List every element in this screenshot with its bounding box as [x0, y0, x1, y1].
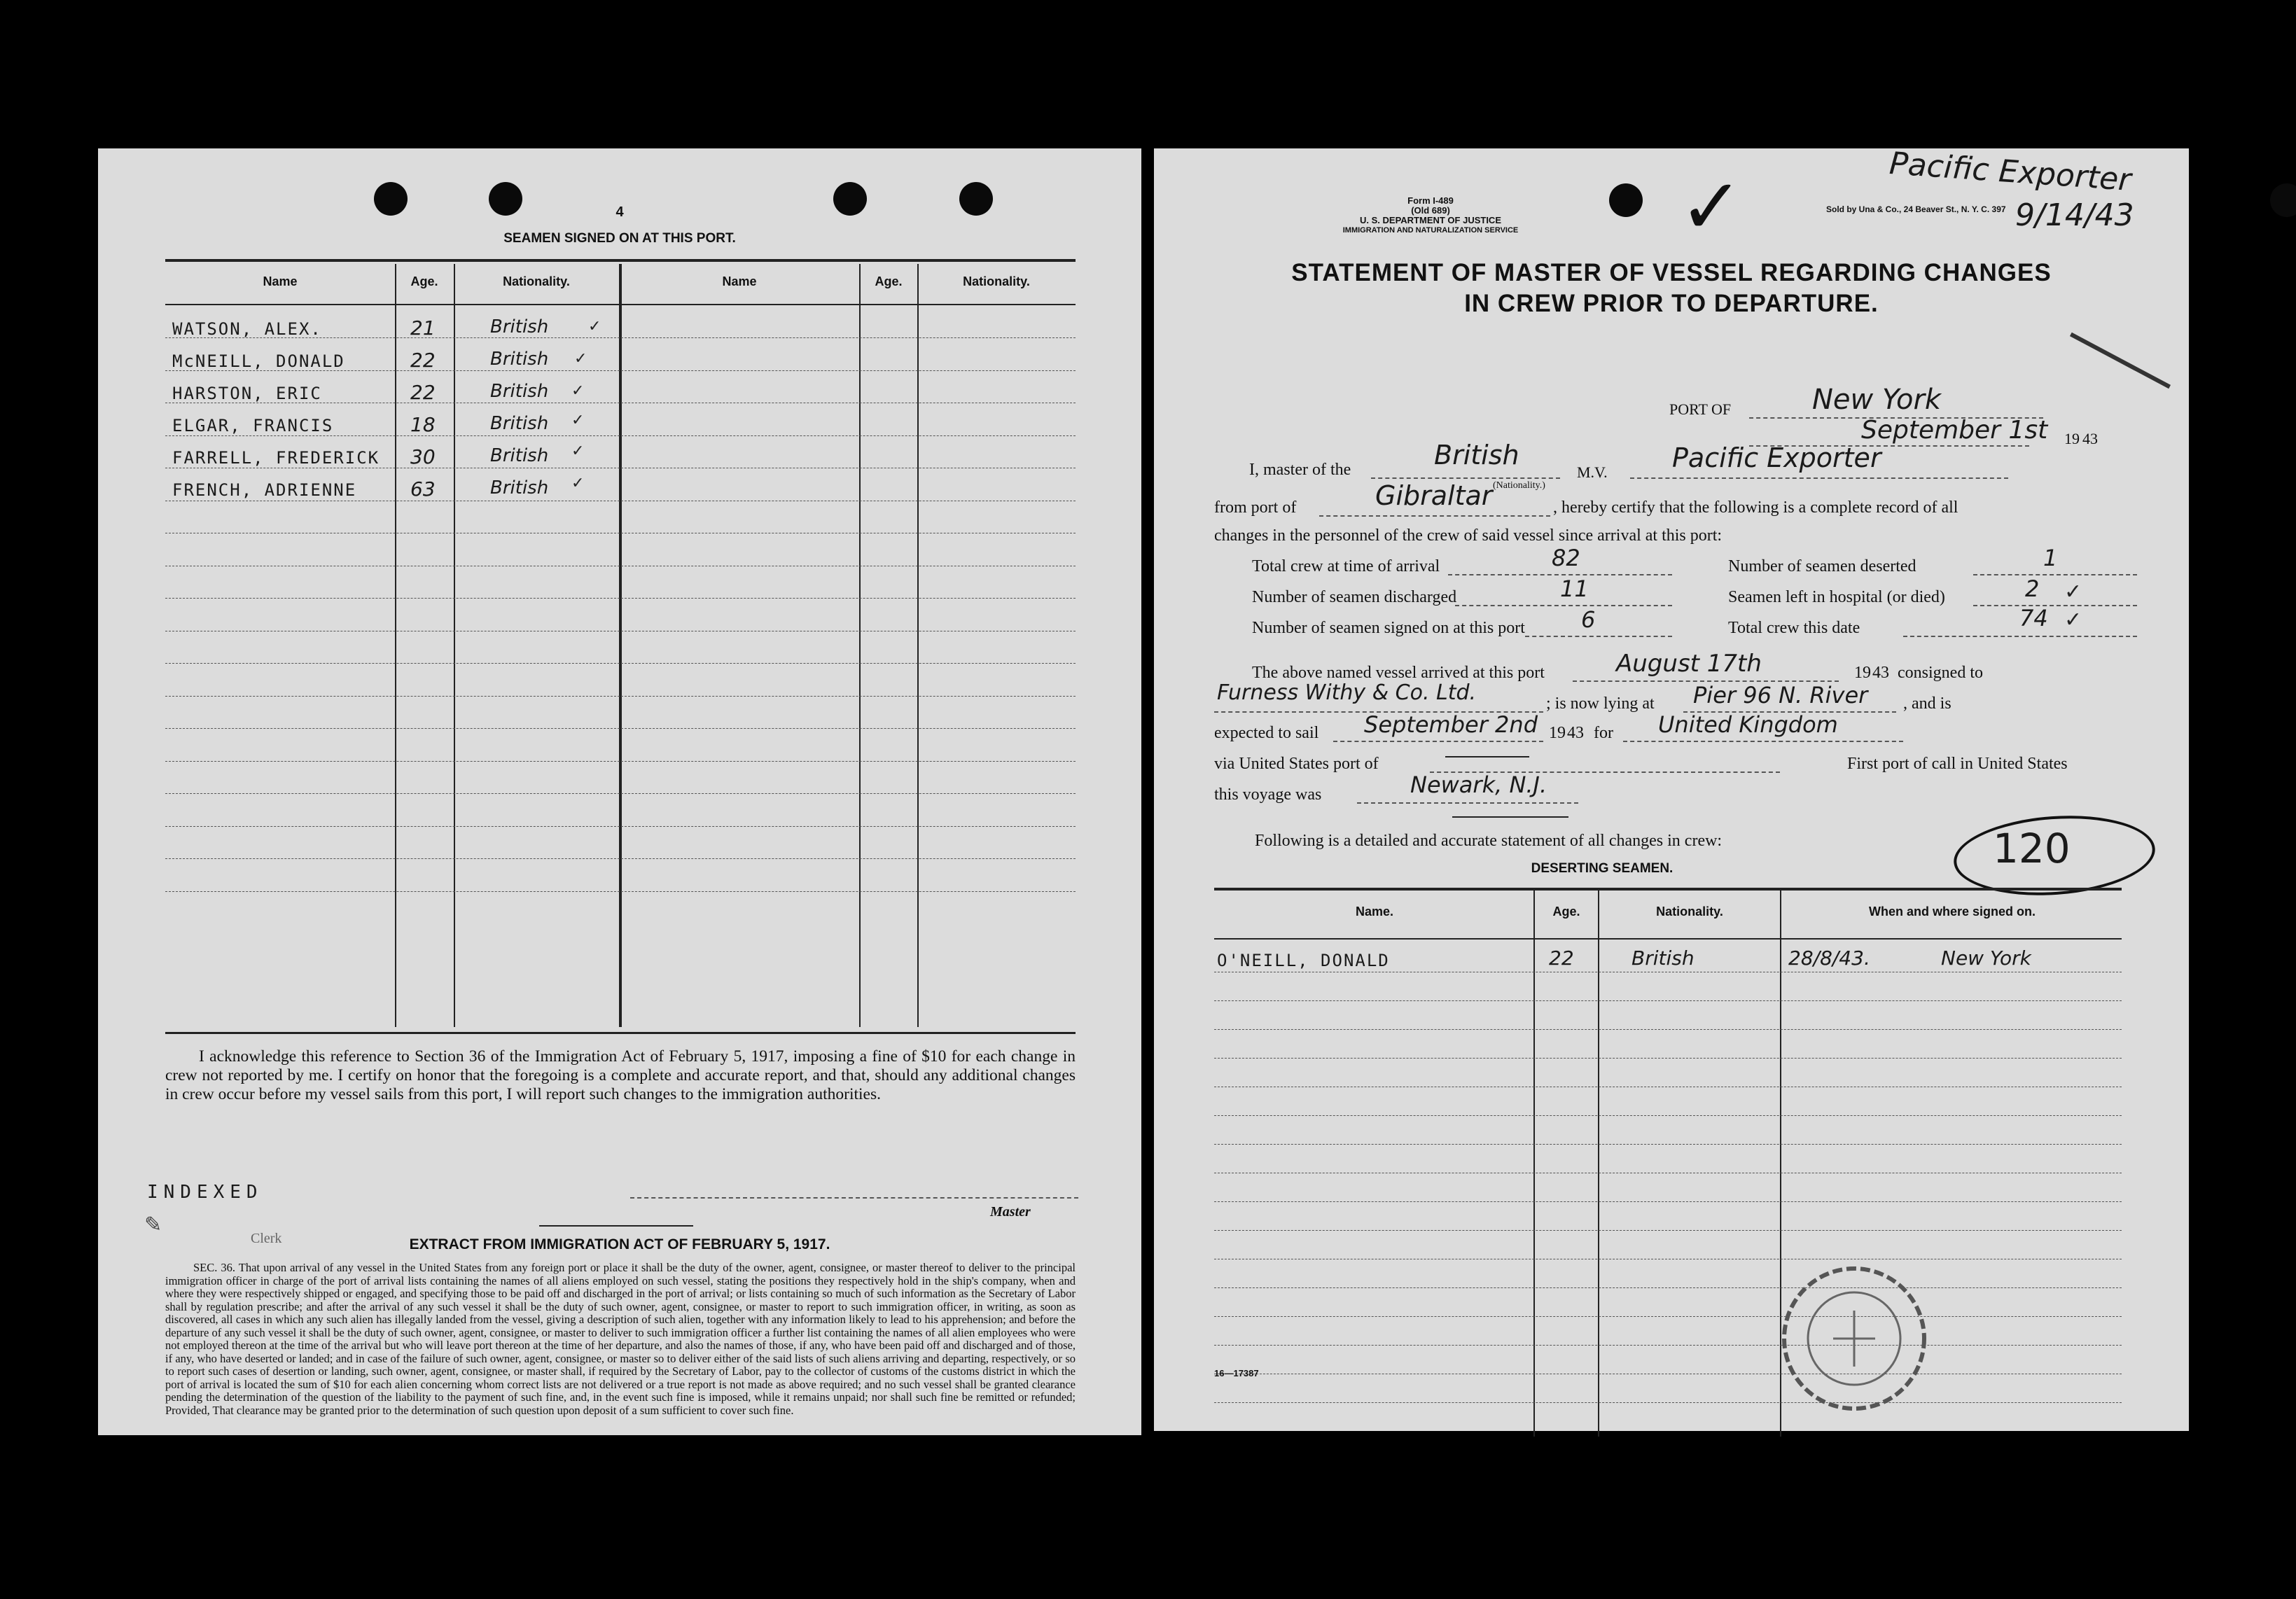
consigned-label: consigned to	[1898, 664, 1983, 682]
sail-year-prefix: 19	[1549, 724, 1566, 742]
row-line	[1214, 1000, 2122, 1001]
handwritten-vessel-name: Pacific Exporter	[1888, 146, 2133, 198]
from-port-value: Gibraltar	[1375, 480, 1493, 511]
arrived-year: 43	[1872, 664, 1889, 682]
deserted-value: 1	[2043, 545, 2058, 571]
row-line	[165, 858, 1076, 859]
sail-line	[1333, 741, 1543, 742]
for-value: United Kingdom	[1658, 711, 1838, 738]
department-name: U. S. DEPARTMENT OF JUSTICE	[1360, 215, 1501, 225]
following-label: Following is a detailed and accurate statement of all changes in crew:	[1255, 832, 1723, 850]
underline-mark	[1452, 816, 1568, 818]
discharged-value: 11	[1560, 575, 1589, 602]
page-number: 4	[615, 204, 624, 220]
column-divider	[1533, 891, 1535, 1437]
underline-mark	[1445, 756, 1529, 757]
seaman-age: 21	[410, 316, 436, 340]
title-line-2: IN CREW PRIOR TO DEPARTURE.	[1464, 290, 1879, 317]
total-arrival-value: 82	[1552, 545, 1580, 571]
extract-title: EXTRACT FROM IMMIGRATION ACT OF FEBRUARY 5, 1917.	[409, 1236, 830, 1252]
hospital-value: 2	[2025, 575, 2040, 602]
punch-hole	[1609, 183, 1643, 217]
discharged-label: Number of seamen discharged	[1252, 588, 1457, 606]
seaman-nationality: British	[490, 477, 549, 498]
row-line	[165, 793, 1076, 794]
signed-on-label: Number of seamen signed on at this port	[1252, 619, 1525, 637]
stat-line	[1525, 636, 1672, 637]
footer-code: 16—17387	[1214, 1368, 1259, 1378]
row-line	[165, 598, 1076, 599]
certify-text: , hereby certify that the following is a complete record of all	[1553, 498, 1958, 517]
seaman-age: 30	[410, 445, 436, 468]
consignee-value: Furness Withy & Co. Ltd.	[1217, 680, 1477, 705]
from-port-line	[1319, 515, 1550, 517]
for-label: for	[1594, 724, 1613, 742]
row-line	[165, 696, 1076, 697]
column-header: Nationality.	[503, 274, 570, 288]
lying-label: ; is now lying at	[1546, 694, 1655, 713]
master-label: Master	[990, 1204, 1031, 1220]
acknowledgement-text: I acknowledge this reference to Section 36 of the Immigration Act of February 5, 1917, imposing a fine of $10 for each change in crew not reported by me. I certify on honor that the foregoing is a complete and accurate report, and that, should any additional changes in crew occur before my vessel sails from this port, I will report such changes to the immigration authorities.	[165, 1047, 1076, 1103]
seaman-nationality: British	[490, 381, 549, 402]
clerk-initials-icon: ✎	[144, 1213, 162, 1237]
row-line	[1214, 1201, 2122, 1202]
row-line	[165, 826, 1076, 827]
stat-line	[1973, 574, 2137, 575]
document-title	[1154, 258, 2189, 319]
seaman-nationality: British	[490, 445, 549, 466]
left-page	[98, 148, 1141, 1435]
stat-line	[1455, 605, 1672, 606]
voyage-label: this voyage was	[1214, 785, 1322, 804]
column-header: Name	[263, 274, 298, 288]
master-of-label: I, master of the	[1249, 461, 1351, 479]
nationality-value: British	[1434, 440, 1519, 470]
port-value: New York	[1812, 384, 1942, 416]
check-mark-icon: ✓	[2064, 608, 2082, 632]
sail-value: September 2nd	[1364, 711, 1538, 738]
row-line	[1214, 1144, 2122, 1145]
seaman-nationality: British	[490, 413, 549, 434]
column-divider	[1598, 891, 1599, 1437]
arrived-label: The above named vessel arrived at this port	[1252, 664, 1545, 682]
lying-value: Pier 96 N. River	[1693, 682, 1868, 708]
circled-number: 120	[1993, 825, 2071, 872]
first-call-label: First port of call in United States	[1847, 755, 2068, 773]
vessel-line	[1630, 477, 2008, 479]
pen-stroke-icon	[2070, 333, 2171, 389]
check-mark-icon: ✓	[588, 318, 601, 335]
check-mark-icon: ✓	[571, 475, 585, 492]
stat-line	[1973, 605, 2137, 606]
handwritten-date: 9/14/43	[2015, 197, 2134, 233]
nationality-label: (Nationality.)	[1493, 480, 1545, 491]
row-line	[1214, 1230, 2122, 1231]
column-header: Name	[722, 274, 757, 288]
check-mark-icon: ✓	[1679, 162, 1744, 251]
and-is-label: , and is	[1903, 694, 1951, 713]
arrived-year-prefix: 19	[1854, 664, 1871, 682]
vessel-prefix: M.V.	[1577, 463, 1608, 481]
total-date-label: Total crew this date	[1728, 619, 1860, 637]
deserted-label: Number of seamen deserted	[1728, 557, 1916, 575]
row-line	[1214, 1029, 2122, 1030]
voyage-value: Newark, N.J.	[1410, 771, 1547, 798]
voyage-line	[1357, 802, 1578, 804]
year-value: 43	[2082, 430, 2098, 447]
row-line	[1214, 1345, 2122, 1346]
divider	[539, 1225, 693, 1227]
seaman-age: 18	[410, 413, 436, 436]
seaman-name: ELGAR, FRANCIS	[172, 416, 334, 435]
column-header: Nationality.	[1656, 905, 1723, 919]
seller-note: Sold by Una & Co., 24 Beaver St., N. Y. C. 397	[1826, 204, 2006, 214]
seaman-name: McNEILL, DONALD	[172, 351, 345, 371]
seaman-name: FARRELL, FREDERICK	[172, 448, 380, 468]
check-mark-icon: ✓	[571, 412, 585, 429]
from-port-label: from port of	[1214, 498, 1297, 517]
column-header: When and where signed on.	[1868, 905, 2036, 919]
form-header	[1315, 196, 1546, 235]
deserter-name: O'NEILL, DONALD	[1217, 951, 1390, 970]
column-divider	[859, 264, 861, 1027]
deserter-signed-date: 28/8/43.	[1788, 947, 1870, 970]
row-line	[1214, 1058, 2122, 1059]
row-line	[165, 761, 1076, 762]
port-label: PORT OF	[1669, 400, 1732, 418]
check-mark-icon: ✓	[571, 382, 585, 400]
row-line	[165, 891, 1076, 892]
punch-hole	[2270, 183, 2296, 217]
seaman-name: HARSTON, ERIC	[172, 384, 322, 403]
nationality-line	[1371, 477, 1560, 479]
deserter-signed-place: New York	[1941, 947, 2031, 970]
column-header: Age.	[1552, 905, 1580, 919]
date-value: September 1st	[1861, 416, 2048, 445]
column-divider	[917, 264, 919, 1027]
row-line	[1214, 1402, 2122, 1403]
row-line	[1214, 1287, 2122, 1288]
table-bottom-rule	[165, 1032, 1076, 1034]
seaman-name: FRENCH, ADRIENNE	[172, 480, 357, 500]
stat-line	[1903, 636, 2137, 637]
via-label: via United States port of	[1214, 755, 1379, 773]
seaman-nationality: British	[490, 349, 549, 370]
seaman-age: 63	[410, 477, 436, 501]
for-line	[1623, 741, 1903, 742]
column-divider	[395, 264, 396, 1027]
deserter-nationality: British	[1631, 947, 1695, 970]
sail-label: expected to sail	[1214, 724, 1319, 742]
row-line	[165, 728, 1076, 729]
check-mark-icon: ✓	[574, 350, 587, 368]
seaman-nationality: British	[490, 316, 549, 337]
table-header-rule	[1214, 938, 2122, 940]
deserting-title: DESERTING SEAMEN.	[1531, 861, 1674, 876]
form-old-number: (Old 689)	[1411, 205, 1450, 216]
extract-text: SEC. 36. That upon arrival of any vessel in the United States from any foreign port or place it shall be the duty of the owner, agent, consignee, or master thereof to deliver to the principal immigration officer in charge of the port of arrival lists containing the names of all aliens employed on such vessel, stating the positions they respectively hold in the ship's company, when and where they were respectively shipped or engaged, and specifying those to be paid off and discharged in the port of arrival; or lists containing so much of such information as the Secretary of Labor shall by regulation prescribe; and after the arrival of any such vessel it shall be the duty of such owner, agent, consignee, or master to report to such immigration officer, in writing, as soon as discovered, all cases in which any such alien has illegally landed from the vessel, giving a description of such alien, together with any information likely to lead to his apprehension; and before the departure of any such vessel it shall be the duty of such owner, agent, consignee, or master to deliver to such immigration officer a further list containing the names of all alien employees who were not employed thereon at the time of the arrival but who will leave port thereon at the time of her departure, and also the names of those, if any, who have been paid off and discharged and of those, if any, who have deserted or landed; and in case of the failure of such owner, agent, consignee, or master so to deliver either of the said lists of such aliens arriving and departing, respectively, or so to report such cases of desertion or landing, such owner, agent, consignee, or master shall, if required by the Secretary of Labor, pay to the collector of customs of the customs district in which the port of arrival is located the sum of $10 for each alien concerning whom correct lists are not delivered or a true report is not made as above required; and no such vessel shall be granted clearance pending the determination of the question of the liability to the payment of such fine, and, in the event such fine is imposed, while it remains unpaid; nor shall such fine be remitted or refunded; Provided, That clearance may be granted prior to the determination of such question upon deposit of a sum sufficient to cover such fine.	[165, 1261, 1076, 1417]
year-prefix: 19	[2064, 430, 2080, 447]
table-top-rule	[165, 259, 1076, 262]
row-line	[165, 663, 1076, 664]
total-arrival-label: Total crew at time of arrival	[1252, 557, 1440, 575]
official-stamp-icon	[1749, 1241, 1980, 1423]
seaman-age: 22	[410, 381, 436, 404]
total-date-value: 74	[2019, 605, 2048, 631]
clerk-label: Clerk	[251, 1231, 282, 1246]
sail-year: 43	[1567, 724, 1584, 742]
signed-on-value: 6	[1581, 606, 1596, 633]
indexed-stamp: INDEXED	[147, 1182, 263, 1203]
row-line	[1214, 1115, 2122, 1116]
service-name: IMMIGRATION AND NATURALIZATION SERVICE	[1342, 226, 1519, 235]
deserter-age: 22	[1549, 947, 1574, 970]
seaman-age: 22	[410, 349, 436, 372]
section-title: SEAMEN SIGNED ON AT THIS PORT.	[503, 231, 736, 246]
column-header: Age.	[410, 274, 438, 288]
vessel-value: Pacific Exporter	[1672, 442, 1881, 473]
column-header: Age.	[875, 274, 903, 288]
right-page	[1154, 148, 2189, 1431]
column-divider	[619, 264, 622, 1027]
title-line-1: STATEMENT OF MASTER OF VESSEL REGARDING CHANGES	[1291, 259, 2052, 286]
column-divider	[454, 264, 455, 1027]
seaman-name: WATSON, ALEX.	[172, 319, 322, 339]
arrived-value: August 17th	[1616, 650, 1762, 678]
column-header: Name.	[1355, 905, 1394, 919]
hospital-label: Seamen left in hospital (or died)	[1728, 588, 1945, 606]
check-mark-icon: ✓	[2064, 580, 2082, 604]
master-signature-line	[630, 1197, 1078, 1199]
check-mark-icon: ✓	[571, 442, 585, 460]
column-header: Nationality.	[963, 274, 1030, 288]
changes-text: changes in the personnel of the crew of said vessel since arrival at this port:	[1214, 526, 1723, 545]
row-line	[1214, 1316, 2122, 1317]
form-number: Form I-489	[1407, 195, 1454, 206]
table-top-rule	[1214, 888, 2122, 891]
